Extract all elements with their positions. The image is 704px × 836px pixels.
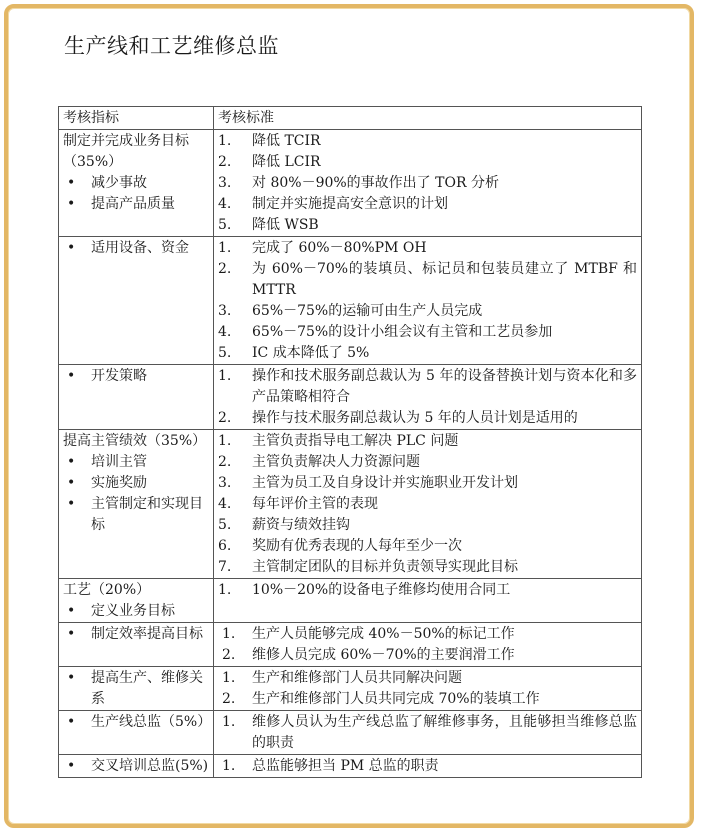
standard-item-number: 1. (218, 433, 232, 449)
standard-item-text: 维修人员完成 60%－70%的主要润滑工作 (252, 647, 515, 663)
standard-item-text: 主管负责解决人力资源问题 (252, 454, 420, 470)
standard-item (218, 173, 637, 194)
standard-item-text: 生产人员能够完成 40%－50%的标记工作 (252, 626, 515, 642)
indicator-bullet-item (63, 366, 209, 387)
standard-item (218, 366, 637, 408)
bullet-icon: • (67, 626, 76, 642)
bullet-icon: • (67, 496, 76, 512)
standard-item-number: 1. (222, 626, 236, 642)
indicator-lead: 工艺（20%） (63, 582, 151, 598)
indicator-bullet-text: 提高产品质量 (91, 196, 175, 212)
standard-item-text: 制定并实施提高安全意识的计划 (252, 196, 448, 212)
standard-item-text: 生产和维修部门人员共同完成 70%的装填工作 (252, 691, 540, 707)
indicator-cell (59, 667, 214, 711)
standard-item (218, 624, 637, 645)
standard-item-text: IC 成本降低了 5% (252, 345, 370, 361)
bullet-icon: • (67, 196, 76, 212)
indicator-cell (59, 430, 214, 579)
indicator-cell (59, 755, 214, 778)
indicator-bullet-item (63, 601, 209, 622)
evaluation-table (58, 106, 642, 778)
standard-item (218, 431, 637, 452)
standard-item-text: 操作和技术服务副总裁认为 5 年的设备替换计划与资本化和多产品策略相符合 (252, 368, 637, 405)
standard-item (218, 322, 637, 343)
standard-item-text: 维修人员认为生产线总监了解维修事务，且能够担当维修总监的职责 (252, 714, 637, 751)
standard-item (218, 689, 637, 710)
standard-item-number: 4. (218, 496, 232, 512)
indicator-cell (59, 365, 214, 430)
standard-item (218, 194, 637, 215)
standard-item (218, 238, 637, 259)
standard-item-number: 5. (218, 217, 232, 233)
standard-item-number: 4. (218, 324, 232, 340)
indicator-bullet-text: 实施奖励 (91, 475, 147, 491)
standard-item-number: 2. (218, 154, 232, 170)
bullet-icon: • (67, 714, 76, 730)
standard-item-number: 3. (218, 175, 232, 191)
standard-item (218, 515, 637, 536)
standard-item (218, 712, 637, 754)
indicator-bullet-text: 开发策略 (91, 368, 147, 384)
standard-item-number: 6. (218, 538, 232, 554)
standard-item-number: 2. (218, 261, 232, 277)
table-row (59, 623, 642, 667)
standard-item-text: 生产和维修部门人员共同解决问题 (252, 670, 462, 686)
indicator-cell (59, 130, 214, 237)
standard-item-text: 降低 WSB (252, 217, 319, 233)
standard-item (218, 408, 637, 429)
indicator-bullet-text: 生产线总监（5%） (91, 714, 212, 730)
bullet-icon: • (67, 603, 76, 619)
indicator-bullet-item (63, 194, 209, 215)
standard-item-number: 1. (218, 582, 232, 598)
standard-item (218, 756, 637, 777)
standard-item-text: 为 60%－70%的装填员、标记员和包装员建立了 MTBF 和 MTTR (252, 261, 637, 298)
table-row (59, 365, 642, 430)
standard-item-text: 10%－20%的设备电子维修均使用合同工 (252, 582, 511, 598)
indicator-bullet-item (63, 452, 209, 473)
standard-item (218, 343, 637, 364)
standard-item-number: 4. (218, 196, 232, 212)
standard-cell (214, 755, 642, 778)
indicator-bullet-text: 定义业务目标 (91, 603, 175, 619)
standard-item (218, 259, 637, 301)
standard-item (218, 473, 637, 494)
standard-item-number: 2. (218, 410, 232, 426)
standard-item-number: 1. (222, 670, 236, 686)
indicator-lead: 提高主管绩效（35%） (63, 433, 207, 449)
header-standard: 考核标准 (214, 107, 642, 130)
standard-item (218, 215, 637, 236)
standard-item-number: 1. (218, 133, 232, 149)
header-indicator: 考核指标 (59, 107, 214, 130)
table-row (59, 579, 642, 623)
indicator-bullet-text: 减少事故 (91, 175, 147, 191)
indicator-cell (59, 623, 214, 667)
standard-item-text: 每年评价主管的表现 (252, 496, 378, 512)
indicator-bullet-item (63, 494, 209, 536)
table-row (59, 430, 642, 579)
table-row (59, 237, 642, 365)
standard-item-number: 7. (218, 559, 232, 575)
standard-item-number: 1. (222, 714, 236, 730)
standard-item-text: 奖励有优秀表现的人每年至少一次 (252, 538, 462, 554)
standard-cell (214, 579, 642, 623)
bullet-icon: • (67, 670, 76, 686)
indicator-cell (59, 237, 214, 365)
indicator-bullet-item (63, 668, 209, 710)
standard-item-text: 操作与技术服务副总裁认为 5 年的人员计划是适用的 (252, 410, 578, 426)
standard-item-text: 主管负责指导电工解决 PLC 问题 (252, 433, 459, 449)
standard-item (218, 580, 637, 601)
standard-item-number: 2. (222, 647, 236, 663)
indicator-bullet-item (63, 712, 212, 733)
standard-item (218, 668, 637, 689)
standard-item-text: 对 80%－90%的事故作出了 TOR 分析 (252, 175, 499, 191)
standard-item (218, 301, 637, 322)
indicator-bullet-text: 培训主管 (91, 454, 147, 470)
standard-item-text: 65%－75%的运输可由生产人员完成 (252, 303, 483, 319)
indicator-bullet-text: 适用设备、资金 (91, 240, 189, 256)
standard-item-text: 主管为员工及自身设计并实施职业开发计划 (252, 475, 518, 491)
standard-item-number: 1. (218, 240, 232, 256)
standard-item-number: 5. (218, 517, 232, 533)
indicator-bullet-item (63, 173, 209, 194)
indicator-bullet-text: 主管制定和实现目标 (91, 496, 203, 533)
standard-item-text: 完成了 60%－80%PM OH (252, 240, 427, 256)
standard-item-text: 薪资与绩效挂钩 (252, 517, 350, 533)
table-row (59, 711, 642, 755)
indicator-lead: 制定并完成业务目标（35%） (63, 133, 189, 170)
bullet-icon: • (67, 475, 76, 491)
standard-item (218, 536, 637, 557)
bullet-icon: • (67, 454, 76, 470)
indicator-cell (59, 579, 214, 623)
table-body (59, 130, 642, 778)
bullet-icon: • (67, 758, 76, 774)
table-row (59, 667, 642, 711)
indicator-bullet-item (63, 624, 209, 645)
table-header-row (59, 107, 642, 130)
standard-item-number: 1. (218, 368, 232, 384)
standard-item-number: 2. (218, 454, 232, 470)
standard-cell (214, 365, 642, 430)
standard-item (218, 452, 637, 473)
standard-item-number: 3. (218, 475, 232, 491)
table-row (59, 130, 642, 237)
standard-cell (214, 130, 642, 237)
standard-cell (214, 430, 642, 579)
indicator-bullet-item (63, 473, 209, 494)
bullet-icon: • (67, 240, 76, 256)
standard-item (218, 131, 637, 152)
standard-item-text: 降低 TCIR (252, 133, 321, 149)
standard-item (218, 557, 637, 578)
standard-item-text: 65%－75%的设计小组会议有主管和工艺员参加 (252, 324, 553, 340)
page-title: 生产线和工艺维修总监 (64, 34, 279, 58)
standard-item-number: 2. (222, 691, 236, 707)
standard-cell (214, 237, 642, 365)
indicator-bullet-text: 交叉培训总监(5%) (91, 758, 209, 774)
indicator-bullet-text: 制定效率提高目标 (91, 626, 203, 642)
standard-item (218, 494, 637, 515)
bullet-icon: • (67, 175, 76, 191)
table-row (59, 755, 642, 778)
standard-item-number: 5. (218, 345, 232, 361)
standard-item-text: 降低 LCIR (252, 154, 321, 170)
standard-item (218, 645, 637, 666)
standard-item-number: 1. (222, 758, 236, 774)
standard-item (218, 152, 637, 173)
standard-item-number: 3. (218, 303, 232, 319)
indicator-bullet-item (63, 238, 209, 259)
standard-cell (214, 711, 642, 755)
standard-item-text: 主管制定团队的目标并负责领导实现此目标 (252, 559, 518, 575)
bullet-icon: • (67, 368, 76, 384)
indicator-cell (59, 711, 214, 755)
standard-item-text: 总监能够担当 PM 总监的职责 (252, 758, 439, 774)
indicator-bullet-item (63, 756, 209, 777)
standard-cell (214, 667, 642, 711)
standard-cell (214, 623, 642, 667)
indicator-bullet-text: 提高生产、维修关系 (91, 670, 203, 707)
